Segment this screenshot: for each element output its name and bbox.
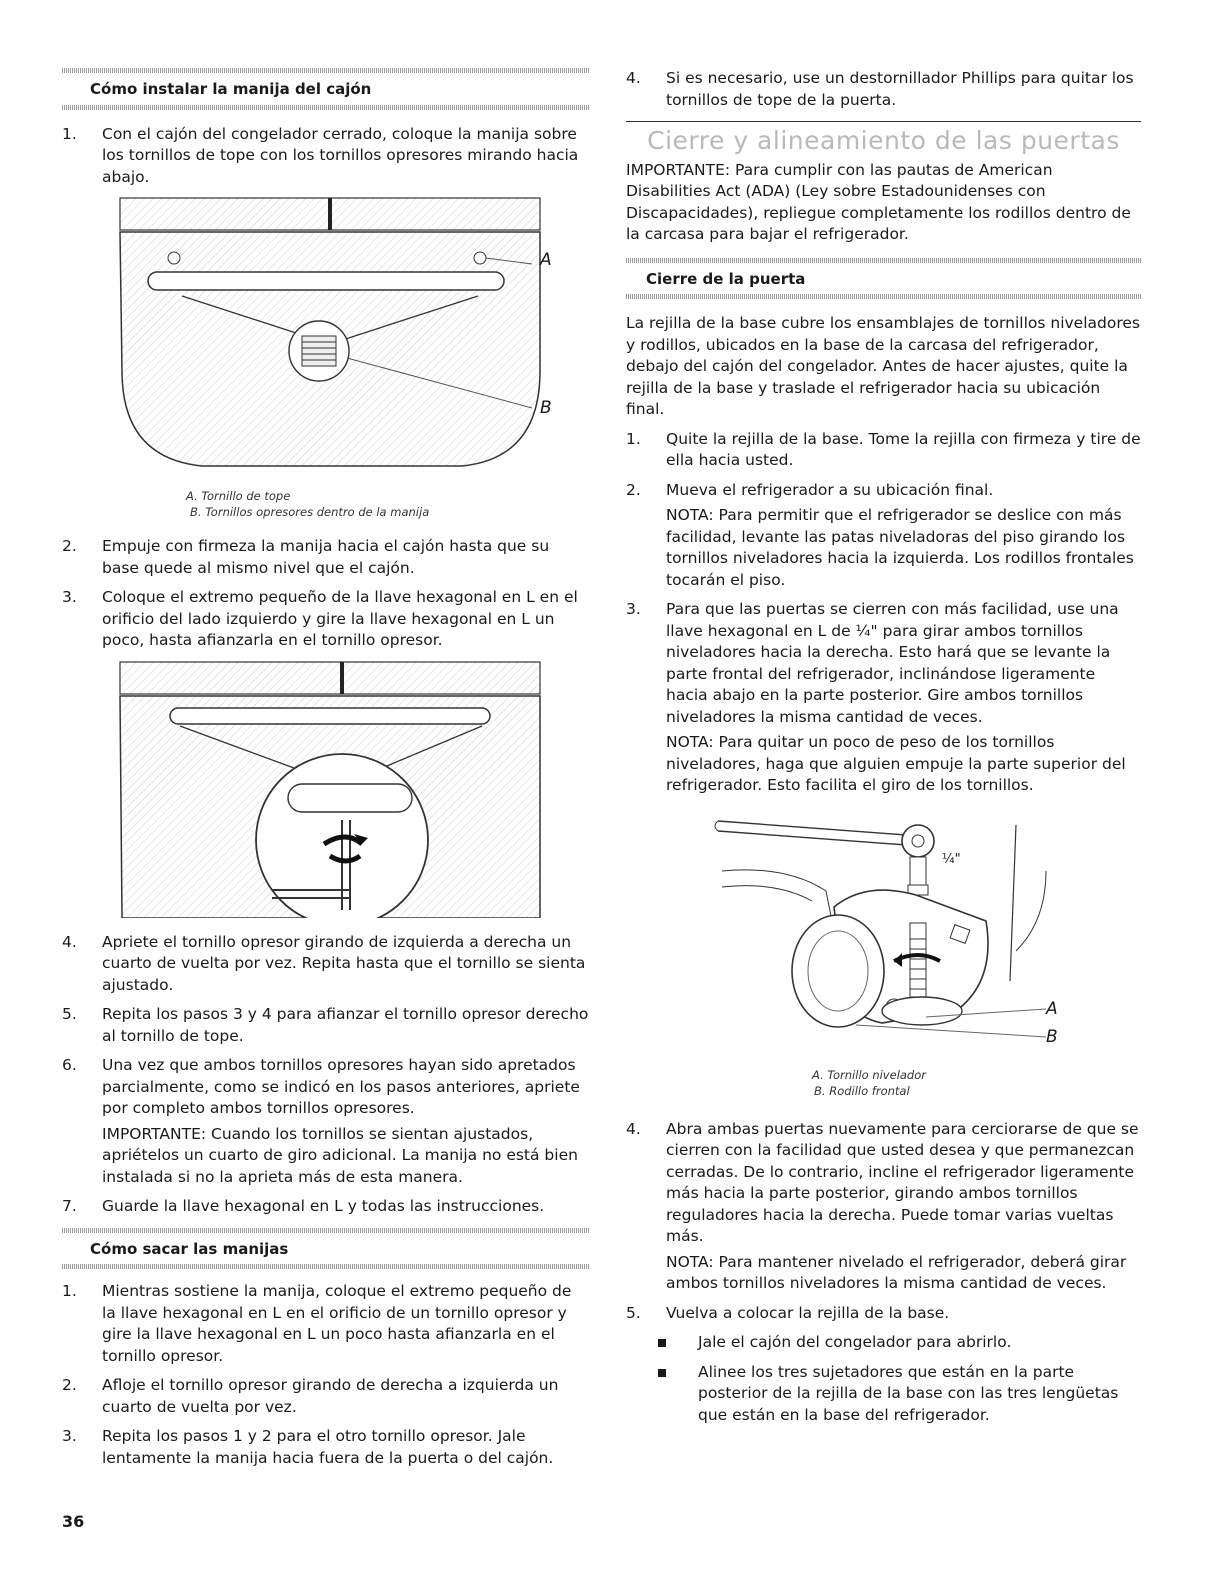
right-column [626,68,1141,1434]
drawer-handle-illustration [62,196,590,486]
page-section-title: Cierre y alineamiento de las puertas [647,126,1120,155]
section-divider [626,121,1141,122]
steps-list [62,124,590,189]
figure-caption: A. Tornillo nivelador B. Rodillo frontal [812,1067,926,1098]
list-item: 4. Si es necesario, use un destornillador Phillips para quitar los tornillos de tope de la puerta. [626,69,1134,109]
list-item: 3. Repita los pasos 1 y 2 para el otro tornillo opresor. Jale lentamente la manija hacia fuera de la puerta o del cajón. [62,1427,554,1467]
size-label: ¼" [942,851,961,867]
list-item: 7. Guarde la llave hexagonal en L y todas las instrucciones. [62,1197,545,1215]
left-column [62,68,590,1477]
hex-key-illustration [62,660,590,922]
leveling-screw-illustration [626,811,1141,1061]
important-note: IMPORTANTE: Cuando los tornillos se sientan ajustados, apriételos un cuarto de giro adicional. La manija no está bien instalada si no la aprieta más de esta manera. [102,1124,578,1186]
note: NOTA: Para mantener nivelado el refrigerador, deberá girar ambos tornillos niveladores la misma cantidad de veces. [666,1252,1127,1292]
steps-list [62,1281,590,1469]
list-item: 1. Mientras sostiene la manija, coloque el extremo pequeño de la llave hexagonal en L en el orificio de un tornillo opresor y gire la llave hexagonal en L un poco hasta afianzarla en el tornillo opresor. [62,1282,572,1365]
list-item: 5. Vuelva a colocar la rejilla de la base. [626,1303,950,1322]
section-title: Cómo instalar la manija del cajón [90,80,372,98]
section-header-remove-handles [62,1228,590,1270]
section-title: Cómo sacar las manijas [90,1239,289,1258]
figure-leveling-screw [626,811,1141,1101]
steps-list [62,932,590,1218]
bullet-square-icon [658,1339,666,1347]
section-header-door-closing [626,258,1141,300]
important-paragraph: IMPORTANTE: Para cumplir con las pautas de American Disabilities Act (ADA) (Ley sobre Estadounidenses con Discapacidades), repliegue completamente los rodillos dentro de la carcasa para bajar el refrigerador. [626,160,1131,243]
list-item: 3. Para que las puertas se cierren con más facilidad, use una llave hexagonal en L de ¼" para girar ambos tornillos niveladores hacia la derecha. Esto hará que se levante la parte frontal del refrigerador, inclinándose ligeramente hacia abajo en la parte posterior. Gire ambos tornillos niveladores la misma cantidad de veces. NOTA: Para quitar un poco de peso de los tornillos niveladores, haga que alguien empuje la parte superior del refrigerador. Esto facilita el giro de los tornillos. [626,599,1141,797]
steps-list [62,536,590,652]
list-item: Jale el cajón del congelador para abrirlo. [626,1332,1141,1354]
list-item: 4. Apriete el tornillo opresor girando de izquierda a derecha un cuarto de vuelta por vez. Repita hasta que el tornillo se sienta ajustado. [62,932,586,994]
note: NOTA: Para permitir que el refrigerador se deslice con más facilidad, levante las patas niveladoras del piso girando los tornillos niveladores hacia la izquierda. Los rodillos frontales tocarán el piso. [666,506,1134,589]
list-item: 2. Afloje el tornillo opresor girando de derecha a izquierda un cuarto de vuelta por vez. [62,1376,559,1416]
list-item: 1. Quite la rejilla de la base. Tome la rejilla con firmeza y tire de ella hacia usted. [626,429,1141,469]
steps-list [626,429,1141,797]
list-item: 6. Una vez que ambos tornillos opresores hayan sido apretados parcialmente, como se indicó en los pasos anteriores, apriete por completo ambos tornillos opresores. IMPORTANTE: Cuando los tornillos se sientan ajustados, apriételos un cuarto de giro adicional. La manija no está bien instalada si no la aprieta más de esta manera. [62,1055,590,1188]
callout-label-b: B [540,398,552,418]
note: NOTA: Para quitar un poco de peso de los tornillos niveladores, haga que alguien empuje la parte superior del refrigerador. Esto facilita el giro de los tornillos. [666,733,1126,794]
figure-handle-install [62,196,590,526]
steps-list [626,1119,1141,1325]
list-item: 3. Coloque el extremo pequeño de la llave hexagonal en L en el orificio del lado izquierdo y gire la llave hexagonal en L un poco, hasta afianzarla en el tornillo opresor. [62,588,578,649]
list-item: 2. Empuje con firmeza la manija hacia el cajón hasta que su base quede al mismo nivel que el cajón. [62,537,550,577]
list-item: 5. Repita los pasos 3 y 4 para afianzar el tornillo opresor derecho al tornillo de tope. [62,1005,589,1045]
section-title: Cierre de la puerta [646,269,806,288]
steps-list [626,68,1141,111]
figure-hex-key [62,660,590,922]
bullet-list [626,1332,1141,1426]
list-item: 2. Mueva el refrigerador a su ubicación final. NOTA: Para permitir que el refrigerador se deslice con más facilidad, levante las patas niveladoras del piso girando los tornillos niveladores hacia la izquierda. Los rodillos frontales tocarán el piso. [626,480,1141,592]
callout-label-b: B [1046,1026,1058,1047]
intro-paragraph: La rejilla de la base cubre los ensamblajes de tornillos niveladores y rodillos, ubicados en la base de la carcasa del refrigerador, debajo del cajón del congelador. Antes de hacer ajustes, quite la rejilla de la base y traslade el refrigerador hacia su ubicación final. [626,314,1140,418]
callout-label-a: A [540,250,552,270]
list-item: Alinee los tres sujetadores que están en la parte posterior de la rejilla de la base con las tres lengüetas que están en la base del refrigerador. [626,1362,1141,1427]
callout-label-a: A [1046,998,1058,1019]
figure-caption: A. Tornillo de tope B. Tornillos opresores dentro de la manija [186,489,430,519]
list-item: 4. Abra ambas puertas nuevamente para cerciorarse de que se cierren con la facilidad que usted desea y que permanezcan cerradas. De lo contrario, incline el refrigerador ligeramente más hacia la parte posterior, girando ambos tornillos reguladores hacia la derecha. Puede tomar varias vueltas más. NOTA: Para mantener nivelado el refrigerador, deberá girar ambos tornillos niveladores la misma cantidad de veces. [626,1119,1141,1295]
section-header-install-handle [62,68,590,110]
list-item: 1. Con el cajón del congelador cerrado, coloque la manija sobre los tornillos de tope con los tornillos opresores mirando hacia abajo. [62,124,579,186]
page-number: 36 [62,1512,85,1531]
bullet-square-icon [658,1369,666,1377]
